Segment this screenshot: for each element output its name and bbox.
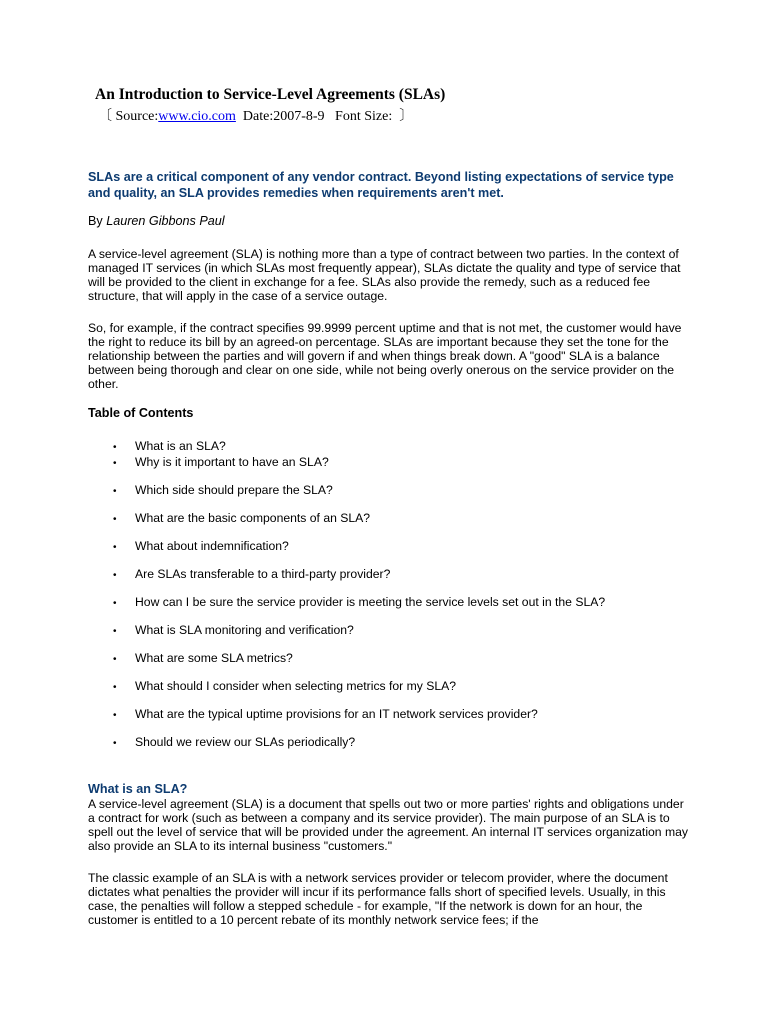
toc-item[interactable] xyxy=(113,735,355,749)
toc-item[interactable] xyxy=(113,483,333,497)
bullet-icon: • xyxy=(113,442,117,453)
toc-item-label: What about indemnification? xyxy=(135,539,289,553)
bullet-icon: • xyxy=(113,682,117,693)
toc-item[interactable] xyxy=(113,439,226,453)
toc-item[interactable] xyxy=(113,651,293,665)
toc-item-label: What is SLA monitoring and verification? xyxy=(135,623,354,637)
toc-item-label: What are the basic components of an SLA? xyxy=(135,511,371,525)
bullet-icon: • xyxy=(113,570,117,581)
author-name: Lauren Gibbons Paul xyxy=(106,214,225,228)
toc-item[interactable] xyxy=(113,567,390,581)
toc-item-label: Should we review our SLAs periodically? xyxy=(135,735,356,749)
source-meta: Date:2007-8-9 Font Size: 〕 xyxy=(235,109,414,124)
section-paragraph-2: The classic example of an SLA is with a network services provider or telecom provider, where the document dictates what penalties the provider will incur if its performance falls short of specified levels. Usually, in this case, the penalties will follow a stepped schedule - for example, "If the network is down for an hour, the customer is entitled to a 10 percent rebate of its monthly network service fees; if the xyxy=(88,871,668,927)
byline-prefix: By xyxy=(88,214,107,228)
bullet-icon: • xyxy=(113,710,117,721)
toc-item-label: What is an SLA? xyxy=(135,439,226,453)
source-label: 〔 Source: xyxy=(98,109,159,124)
toc-item-label: How can I be sure the service provider is meeting the service levels set out in the SLA? xyxy=(135,595,606,609)
bullet-icon: • xyxy=(113,738,117,749)
toc-item-label: What should I consider when selecting metrics for my SLA? xyxy=(135,679,457,693)
bullet-icon: • xyxy=(113,542,117,553)
byline xyxy=(88,214,225,228)
intro-paragraph-2: So, for example, if the contract specifies 99.9999 percent uptime and that is not met, the customer would have the right to reduce its bill by an agreed-on percentage. SLAs are important because they set the tone for the relationship between the parties and will govern if and when things break down. A "good" SLA is a balance between being thorough and clear on one side, while not being overly onerous on the service provider on the other. xyxy=(88,321,682,391)
intro-paragraph-1: A service-level agreement (SLA) is nothing more than a type of contract between two parties. In the context of managed IT services (in which SLAs most frequently appear), SLAs dictate the quality and type of service that will be provided to the client in exchange for a fee. SLAs also provide the remedy, such as a reduced fee structure, that will apply in the case of a service outage. xyxy=(88,247,681,303)
toc-item-label: What are the typical uptime provisions for an IT network services provider? xyxy=(135,707,538,721)
toc-item-label: Why is it important to have an SLA? xyxy=(135,455,329,469)
section-paragraph-1: A service-level agreement (SLA) is a document that spells out two or more parties' rights and obligations under a contract for work (such as between a company and its service provider). The main purpose of an SLA is to spell out the level of service that will be provided under the agreement. An internal IT services organization may also provide an SLA to its internal business "customers." xyxy=(88,797,688,853)
toc-item-label: Are SLAs transferable to a third-party provider? xyxy=(135,567,391,581)
toc-heading: Table of Contents xyxy=(88,406,194,420)
bullet-icon: • xyxy=(113,626,117,637)
source-link[interactable]: www.cio.com xyxy=(158,109,236,124)
toc-item-label: What are some SLA metrics? xyxy=(135,651,293,665)
toc-item[interactable] xyxy=(113,539,289,553)
article-title: An Introduction to Service-Level Agreements (SLAs) xyxy=(95,86,446,103)
toc-item[interactable] xyxy=(113,679,456,693)
toc-item-label: Which side should prepare the SLA? xyxy=(135,483,333,497)
toc-item[interactable] xyxy=(113,595,605,609)
toc-item[interactable] xyxy=(113,511,370,525)
source-line xyxy=(98,105,413,125)
bullet-icon: • xyxy=(113,598,117,609)
bullet-icon: • xyxy=(113,486,117,497)
bullet-icon: • xyxy=(113,458,117,469)
lead-summary: SLAs are a critical component of any vendor contract. Beyond listing expectations of service type and quality, an SLA provides remedies when requirements aren't met. xyxy=(88,170,674,200)
toc-item[interactable] xyxy=(113,455,329,469)
bullet-icon: • xyxy=(113,514,117,525)
toc-item[interactable] xyxy=(113,707,538,721)
toc-item[interactable] xyxy=(113,623,354,637)
section-heading: What is an SLA? xyxy=(88,782,188,796)
bullet-icon: • xyxy=(113,654,117,665)
